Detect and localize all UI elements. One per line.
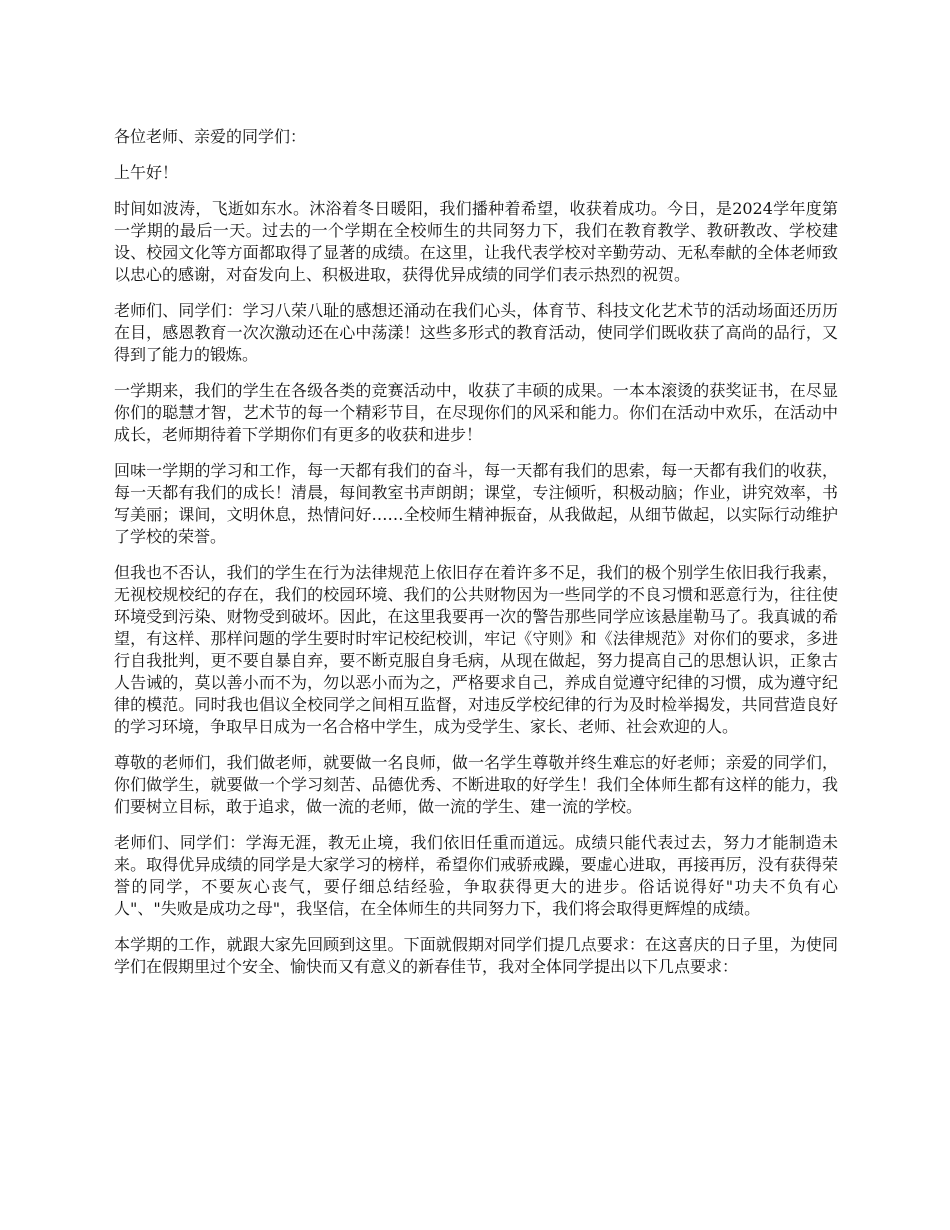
paragraph-1: 时间如波涛，飞逝如东水。沐浴着冬日暖阳，我们播种着希望，收获着成功。今日，是2024学年度第一学期的最后一天。过去的一个学期在全校师生的共同努力下，我们在教育教学、教研教改、学校建设、校园文化等方面都取得了显著的成绩。在这里，让我代表学校对辛勤劳动、无私奉献的全体老师致以忠心的感谢，对奋发向上、积极进取，获得优异成绩的同学们表示热烈的祝贺。 <box>114 199 838 284</box>
document-body <box>114 126 838 992</box>
paragraph-4: 回味一学期的学习和工作，每一天都有我们的奋斗，每一天都有我们的思索，每一天都有我们的收获，每一天都有我们的成长！清晨，每间教室书声朗朗；课堂，专注倾听，积极动脑；作业，讲究效率，书写美丽；课间，文明休息，热情问好……全校师生精神振奋，从我做起，从细节做起，以实际行动维护了学校的荣誉。 <box>114 461 838 546</box>
paragraph-6: 尊敬的老师们，我们做老师，就要做一名良师，做一名学生尊敬并终生难忘的好老师；亲爱的同学们，你们做学生，就要做一个学习刻苦、品德优秀、不断进取的好学生！我们全体师生都有这样的能力，我们要树立目标，敢于追求，做一流的老师，做一流的学生、建一流的学校。 <box>114 753 838 816</box>
paragraph-8: 本学期的工作，就跟大家先回顾到这里。下面就假期对同学们提几点要求：在这喜庆的日子里，为使同学们在假期里过个安全、愉快而又有意义的新春佳节，我对全体同学提出以下几点要求： <box>114 935 838 976</box>
paragraph-7: 老师们、同学们：学海无涯，教无止境，我们依旧任重而道远。成绩只能代表过去，努力才能制造未来。取得优异成绩的同学是大家学习的榜样，希望你们戒骄戒躁，要虚心进取，再接再厉，没有获得荣誉的同学，不要灰心丧气，要仔细总结经验，争取获得更大的进步。俗话说得好"功夫不负有心人"、"失败是成功之母"，我坚信，在全体师生的共同努力下，我们将会取得更辉煌的成绩。 <box>114 833 838 918</box>
paragraph-5: 但我也不否认，我们的学生在行为法律规范上依旧存在着许多不足，我们的极个别学生依旧我行我素，无视校规校纪的存在，我们的校园环境、我们的公共财物因为一些同学的不良习惯和恶意行为，往往使环境受到污染、财物受到破坏。因此，在这里我要再一次的警告那些同学应该悬崖勒马了。我真诚的希望，有这样、那样问题的学生要时时牢记校纪校训，牢记《守则》和《法律规范》对你们的要求，多进行自我批判，更不要自暴自弃，要不断克服自身毛病，从现在做起，努力提高自己的思想认识，正象古人告诫的，莫以善小而不为，勿以恶小而为之，严格要求自己，养成自觉遵守纪律的习惯，成为遵守纪律的模范。同时我也倡议全校同学之间相互监督，对违反学校纪律的行为及时检举揭发，共同营造良好的学习环境，争取早日成为一名合格中学生，成为受学生、家长、老师、社会欢迎的人。 <box>114 563 838 736</box>
paragraph-2: 老师们、同学们：学习八荣八耻的感想还涌动在我们心头，体育节、科技文化艺术节的活动场面还历历在目，感恩教育一次次激动还在心中荡漾！这些多形式的教育活动，使同学们既收获了高尚的品行，又得到了能力的锻炼。 <box>114 301 838 364</box>
paragraph-3: 一学期来，我们的学生在各级各类的竞赛活动中，收获了丰硕的成果。一本本滚烫的获奖证书，在尽显你们的聪慧才智，艺术节的每一个精彩节目，在尽现你们的风采和能力。你们在活动中欢乐，在活动中成长，老师期待着下学期你们有更多的收获和进步！ <box>114 381 838 444</box>
greeting-line: 各位老师、亲爱的同学们： <box>114 127 307 146</box>
salutation-line: 上午好！ <box>114 163 179 182</box>
